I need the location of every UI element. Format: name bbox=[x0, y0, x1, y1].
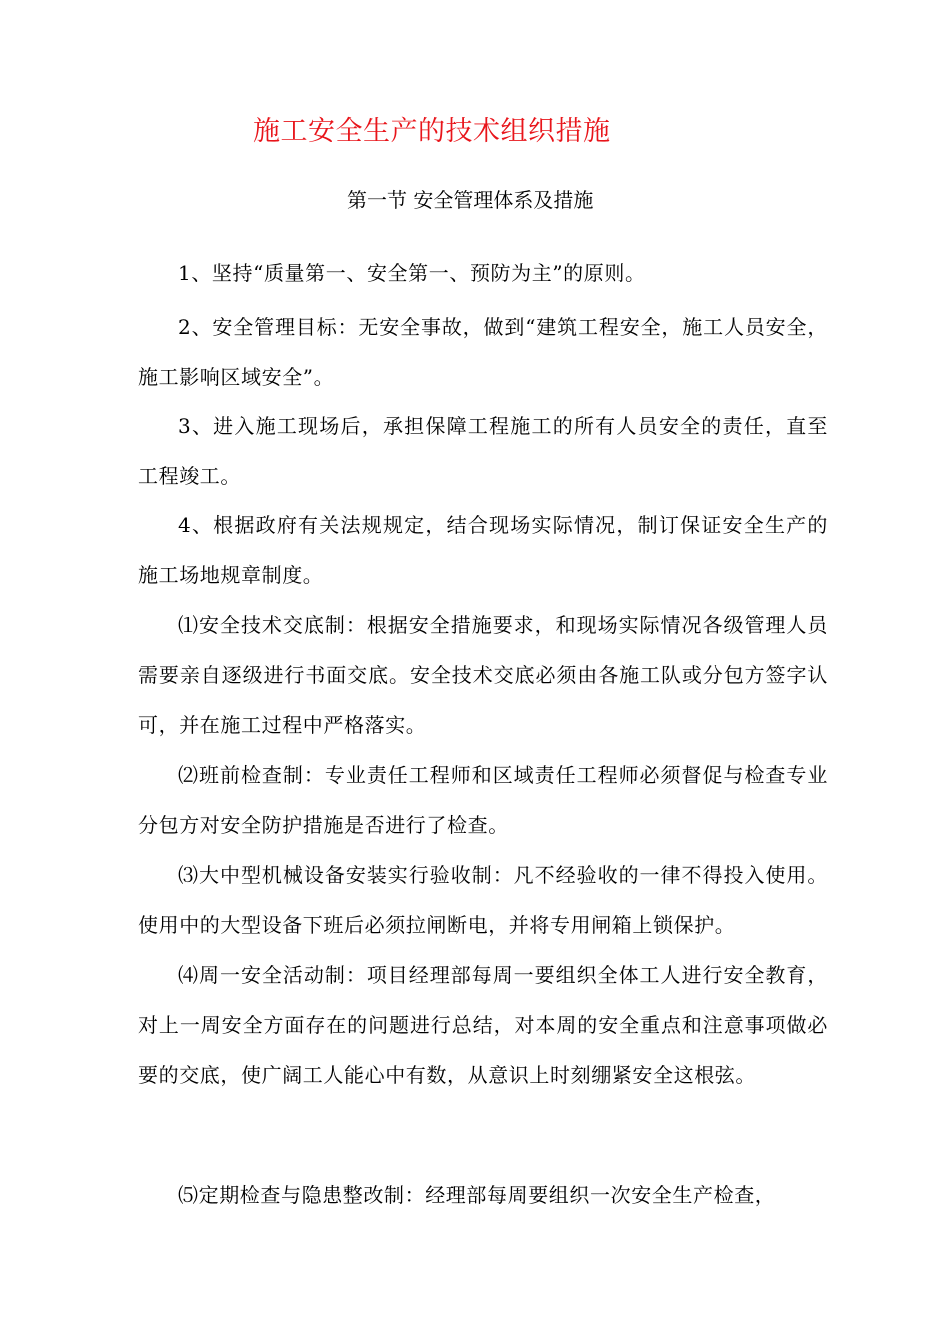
paragraph-periodic-inspection: ⑸定期检查与隐患整改制：经理部每周要组织一次安全生产检查， bbox=[178, 1183, 776, 1207]
paragraph-monday-safety-activity: ⑷周一安全活动制：项目经理部每周一要组织全体工人进行安全教育，对上一周安全方面存在的问题进行总结，对本周的安全重点和注意事项做必要的交底，使广阔工人能心中有数，从意识上时刻绷紧安全这根弦。 bbox=[138, 963, 828, 1087]
paragraph-safety-goal: 2、安全管理目标：无安全事故，做到“建筑工程安全，施工人员安全，施工影响区域安全”。 bbox=[138, 315, 828, 389]
paragraph-pre-shift-check: ⑵班前检查制：专业责任工程师和区域责任工程师必须督促与检查专业分包方对安全防护措施是否进行了检查。 bbox=[138, 763, 828, 837]
paragraph-principle: 1、坚持“质量第一、安全第一、预防为主”的原则。 bbox=[178, 261, 646, 285]
paragraph-equipment-acceptance: ⑶大中型机械设备安装实行验收制：凡不经验收的一律不得投入使用。使用中的大型设备下班后必须拉闸断电，并将专用闸箱上锁保护。 bbox=[138, 863, 828, 937]
document-title: 施工安全生产的技术组织措施 bbox=[253, 116, 611, 147]
paragraph-responsibility: 3、进入施工现场后，承担保障工程施工的所有人员安全的责任，直至工程竣工。 bbox=[138, 414, 828, 488]
paragraph-regulations: 4、根据政府有关法规规定，结合现场实际情况，制订保证安全生产的施工场地规章制度。 bbox=[138, 513, 828, 587]
section-heading: 第一节 安全管理体系及措施 bbox=[347, 188, 594, 212]
paragraph-technical-briefing: ⑴安全技术交底制：根据安全措施要求，和现场实际情况各级管理人员需要亲自逐级进行书面交底。安全技术交底必须由各施工队或分包方签字认可，并在施工过程中严格落实。 bbox=[138, 613, 828, 737]
